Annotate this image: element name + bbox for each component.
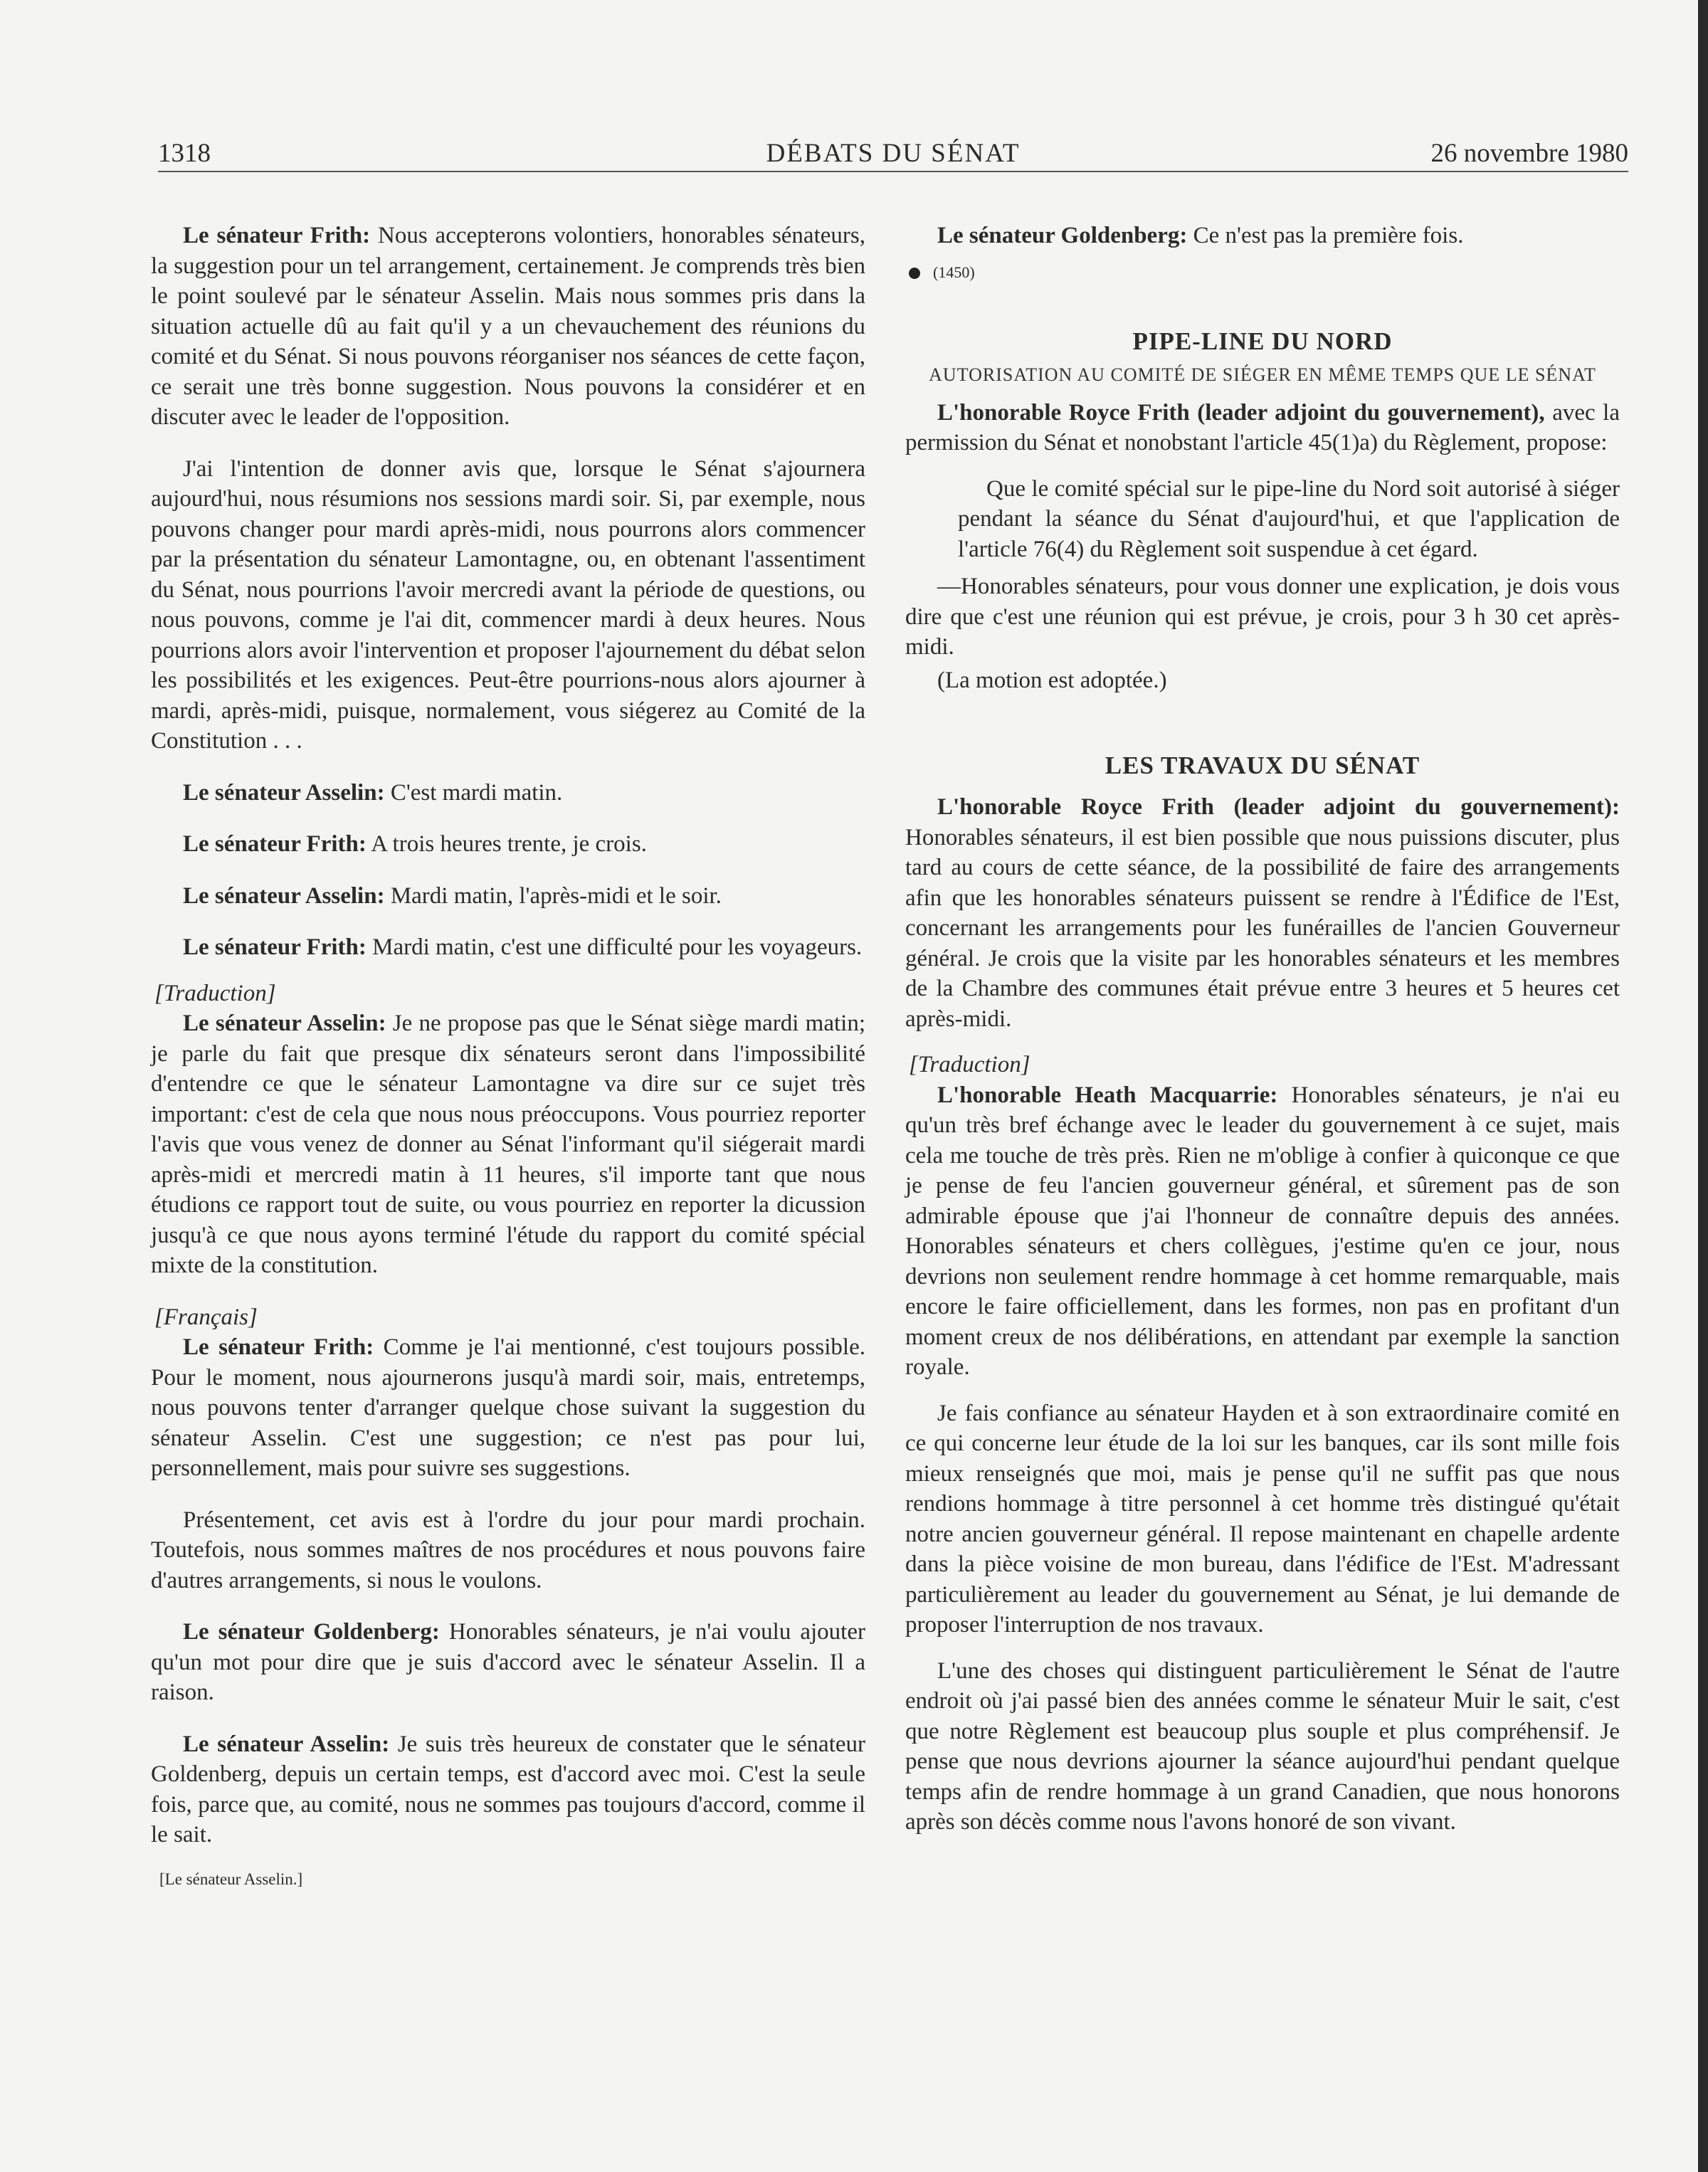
- speech-text: Je ne propose pas que le Sénat siège mardi matin; je parle du fait que presque dix sénateurs seront dans l'impossibilité d'entendre ce que le sénateur Lamontagne va dire sur ce sujet très important: c'est de cela que nous nous préoccupons. Vous pourriez reporter l'avis que vous venez de donner au Sénat l'informant qu'il siégerait mardi après-midi et mercredi matin à 11 heures, s'il importe tant que nous étudions ce rapport tout de suite, ou vous pourriez en reporter la dicussion jusqu'à ce que nous ayons terminé l'étude du rapport du comité spécial mixte de la constitution.: [151, 1011, 866, 1278]
- language-rubric: [Français]: [154, 1304, 258, 1330]
- time-marker: [905, 260, 1620, 285]
- speaker-name: Le sénateur Goldenberg:: [937, 223, 1188, 248]
- speaker-name: Le sénateur Frith:: [183, 831, 367, 857]
- page-header: [158, 135, 1628, 172]
- paragraph: [151, 881, 865, 912]
- motion-text: Que le comité spécial sur le pipe-line du Nord soit autorisé à siéger pendant la séance du Sénat d'aujourd'hui, et que l'application de l'article 76(4) du Règlement soit suspendue à cet égard.: [958, 475, 1620, 562]
- page-title: DÉBATS DU SÉNAT: [766, 139, 1021, 168]
- page-number: 1318: [158, 139, 211, 168]
- paragraph: [151, 778, 865, 808]
- speaker-name: Le sénateur Asselin:: [183, 1731, 390, 1757]
- speech-text: Honorables sénateurs, il est bien possible que nous puissions discuter, plus tard au cours de cette séance, de la possibilité de faire des arrangements afin que les honorables sénateurs puissent se rendre à l'Édifice de l'Est, concernant les arrangements pour les funérailles de l'ancien Gouverneur général. Je crois que la visite par les honorables sénateurs et les membres de la Chambre des communes était prévue entre 3 heures et 5 heures cet après-midi.: [905, 824, 1620, 1032]
- speech-text: avec la permission du Sénat et nonobstant l'article 45(1)a) du Règlement, propose:: [905, 399, 1620, 455]
- paragraph: J'ai l'intention de donner avis que, lorsque le Sénat s'ajournera aujourd'hui, nous résumions nos sessions mardi soir. Si, par exemple, nous pouvons changer pour mardi après-midi, nous pourrons alors commencer par la présentation du sénateur Lamontagne, ou, en obtenant l'assentiment du Sénat, nous pourrions l'avoir mercredi avant la période de questions, ou nous pouvons, comme je l'ai dit, commencer mardi à deux heures. Nous pourrions alors avoir l'intervention et proposer l'ajournement du débat selon les possibilités et les exigences. Peut-être pourrions-nous alors ajourner à mardi, après-midi, puisque, normalement, vous siégerez au Comité de la Constitution . . .: [151, 455, 865, 754]
- language-rubric: [Traduction]: [909, 1052, 1030, 1077]
- left-column: [151, 221, 865, 1892]
- speech-text: Mardi matin, l'après-midi et le soir.: [384, 882, 722, 909]
- footer-note: [Le sénateur Asselin.]: [159, 1870, 303, 1888]
- speaker-name: Le sénateur Frith:: [183, 1334, 374, 1360]
- paragraph: [151, 829, 865, 860]
- speech-text: Honorables sénateurs, je n'ai eu qu'un très bref échange avec le leader du gouvernement à ce sujet, mais cela me touche de très près. Rien ne m'oblige à confier à quiconque ce que je pense de feu l'ancien gouverneur général, et sûrement pas de son admirable épouse que j'ai l'honneur de connaître depuis des années. Honorables sénateurs et chers collègues, j'estime qu'en ce jour, nous devrions non seulement rendre hommage à cet homme remarquable, mais encore le faire officiellement, dans les formes, non pas en profitant d'un moment creux de nos délibérations, en attendant par exemple la sanction royale.: [905, 1082, 1620, 1380]
- paragraph: —Honorables sénateurs, pour vous donner une explication, je dois vous dire que c'est une réunion qui est prévue, je crois, pour 3 h 30 cet après-midi.: [905, 574, 1620, 660]
- section-heading: PIPE-LINE DU NORD: [1132, 327, 1393, 355]
- paragraph: [151, 1008, 865, 1281]
- speech-text: A trois heures trente, je crois.: [366, 831, 647, 857]
- speaker-name: Le sénateur Goldenberg:: [183, 1619, 440, 1645]
- paragraph: Présentement, cet avis est à l'ordre du jour pour mardi prochain. Toutefois, nous sommes maîtres de nos procédures et nous pouvons faire d'autres arrangements, si nous le voulons.: [151, 1507, 865, 1593]
- scan-edge: [1698, 0, 1708, 2172]
- paragraph: [905, 398, 1620, 458]
- paragraph: [151, 1729, 865, 1850]
- speaker-name: L'honorable Royce Frith (leader adjoint du gouvernement):: [937, 794, 1620, 820]
- speech-text: Ce n'est pas la première fois.: [1187, 223, 1464, 248]
- speaker-name: L'honorable Royce Frith (leader adjoint du gouvernement),: [937, 399, 1545, 426]
- paragraph: Je fais confiance au sénateur Hayden et à son extraordinaire comité en ce qui concerne leur étude de la loi sur les banques, car ils sont mille fois mieux renseignés que moi, mais je pense qu'il ne suffit pas que nous rendions hommage à titre personnel à cet homme très distingué qu'était notre ancien gouverneur général. Il repose maintenant en chapelle ardente dans la pièce voisine de mon bureau, dans l'édifice de l'Est. M'adressant particulièrement au leader du gouvernement au Sénat, je lui demande de proposer l'interruption de nos travaux.: [905, 1400, 1620, 1638]
- paragraph: [905, 792, 1620, 1034]
- paragraph: [151, 932, 865, 963]
- speaker-name: Le sénateur Frith:: [183, 223, 371, 248]
- speech-text: Mardi matin, c'est une difficulté pour les voyageurs.: [366, 934, 863, 960]
- section-subheading: AUTORISATION AU COMITÉ DE SIÉGER EN MÊME TEMPS QUE LE SÉNAT: [929, 364, 1596, 385]
- speech-text: Nous accepterons volontiers, honorables sénateurs, la suggestion pour un tel arrangement, certainement. Je comprends très bien le point soulevé par le sénateur Asselin. Mais nous sommes pris dans la situation actuelle dû au fait qu'il y a un chevauchement des réunions du comité et du Sénat. Si nous pouvons réorganiser nos séances de cette façon, ce serait une très bonne suggestion. Nous pouvons la considérer et en discuter avec le leader de l'opposition.: [151, 223, 865, 430]
- section-heading: LES TRAVAUX DU SÉNAT: [1105, 752, 1420, 779]
- language-rubric: [Traduction]: [154, 980, 276, 1006]
- paragraph: [905, 1080, 1620, 1383]
- speech-text: Honorables sénateurs, je n'ai voulu ajouter qu'un mot pour dire que je suis d'accord avec le sénateur Asselin. Il a raison.: [151, 1619, 865, 1705]
- page-date: 26 novembre 1980: [1430, 139, 1628, 168]
- time-marker-text: (1450): [933, 263, 975, 281]
- header-rule: [158, 171, 1628, 172]
- speaker-name: L'honorable Heath Macquarrie:: [937, 1082, 1278, 1108]
- paragraph: [905, 221, 1620, 251]
- speaker-name: Le sénateur Asselin:: [183, 882, 385, 909]
- paragraph: [151, 221, 865, 433]
- speech-text: C'est mardi matin.: [384, 779, 563, 806]
- paragraph: L'une des choses qui distinguent particulièrement le Sénat de l'autre endroit où j'ai passé bien des années comme le sénateur Muir le sait, c'est que notre Règlement est beaucoup plus souple et plus compréhensif. Je pense que nous devrions ajourner la séance aujourd'hui pendant quelque temps afin de rendre hommage à un grand Canadien, que nous honorons après son décès comme nous l'avons honoré de son vivant.: [905, 1657, 1620, 1835]
- bullet-icon: [909, 268, 920, 279]
- paragraph: [151, 1617, 865, 1708]
- speech-text: Je suis très heureux de constater que le sénateur Goldenberg, depuis un certain temps, est d'accord avec moi. C'est la seule fois, parce que, au comité, nous ne sommes pas toujours d'accord, comme il le sait.: [151, 1731, 866, 1847]
- right-column: [905, 221, 1620, 1838]
- speaker-name: Le sénateur Frith:: [183, 934, 367, 960]
- speech-text: Comme je l'ai mentionné, c'est toujours possible. Pour le moment, nous ajournerons jusqu'à mardi soir, mais, entretemps, nous pouvons tenter d'arranger quelque chose suivant la suggestion du sénateur Asselin. C'est une suggestion; ce n'est pas pour lui, personnellement, mais pour suivre ses suggestions.: [151, 1334, 865, 1481]
- speaker-name: Le sénateur Asselin:: [183, 1011, 386, 1036]
- paragraph: (La motion est adoptée.): [937, 667, 1167, 693]
- paragraph: [151, 1332, 865, 1484]
- speaker-name: Le sénateur Asselin:: [183, 779, 385, 806]
